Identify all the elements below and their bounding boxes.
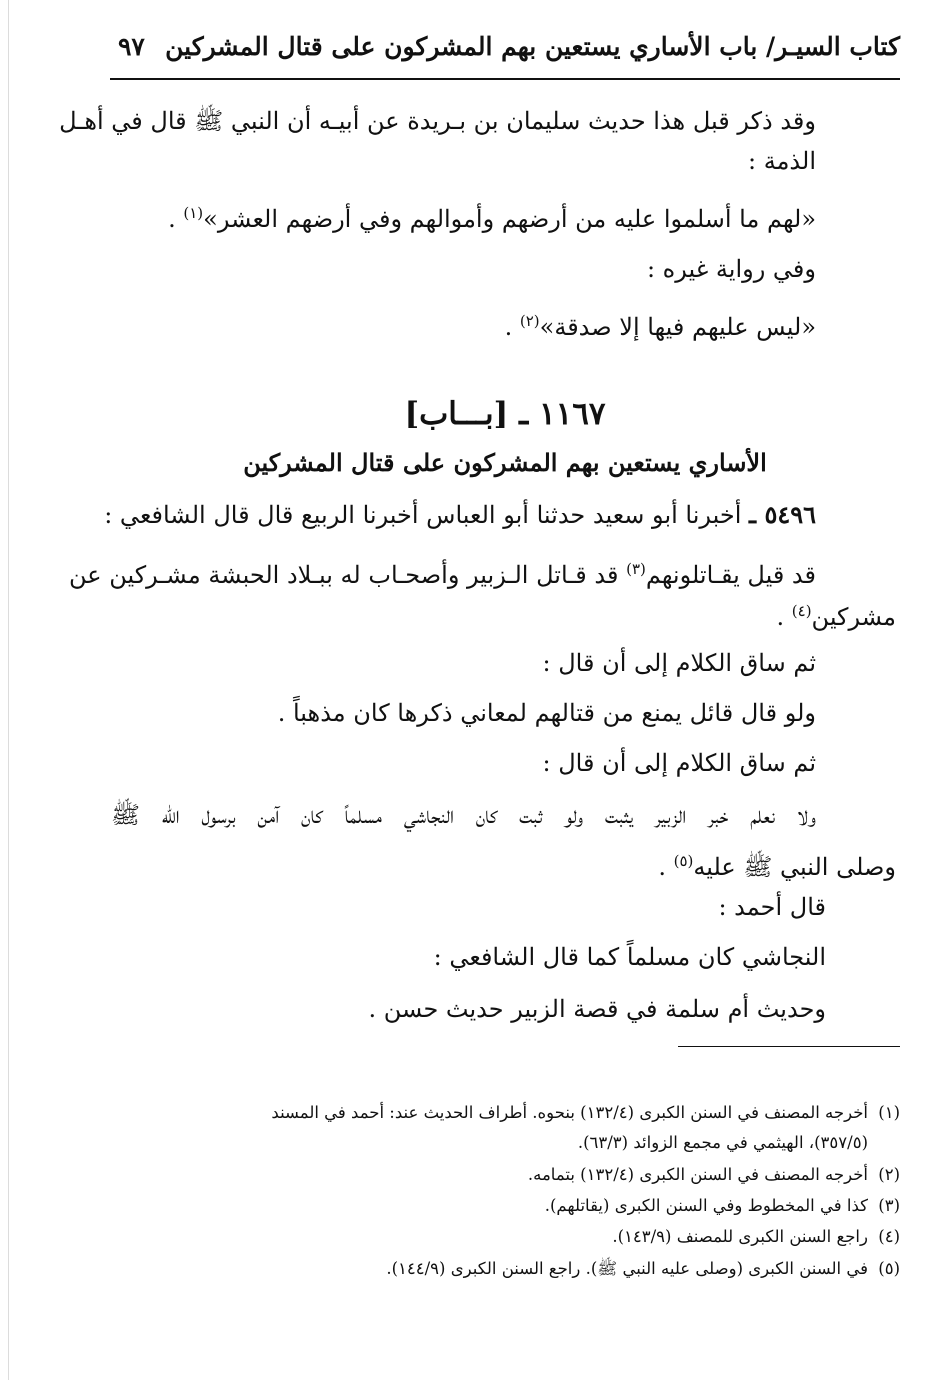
footnote-ref-2: (٢) xyxy=(519,312,540,330)
footnote-5-number: (٥) xyxy=(878,1259,900,1278)
footnote-rule xyxy=(678,1046,900,1047)
hadith-line-2-a: مشركين xyxy=(811,603,896,631)
page-header xyxy=(110,28,900,72)
hadith-line-7-b: . xyxy=(658,853,674,881)
footnote-1-line-1: أخرجه المصنف في السنن الكبرى (١٣٢/٤) بنحوه. أطراف الحديث عند: أحمد في المسند xyxy=(271,1103,868,1122)
hadith-line-1-a: قد قيل يقـاتلونهم xyxy=(645,561,816,589)
hadith-number: ٥٤٩٦ ـ xyxy=(749,500,816,529)
quote-1-end: . xyxy=(168,205,184,233)
hadith-line-8: قال أحمد : xyxy=(718,893,826,921)
paragraph-1-line-1: وقد ذكر قبل هذا حديث سليمان بن بـريدة عن أبيـه أن النبي ﷺ قال في أهـل xyxy=(59,107,816,135)
footnote-ref-1: (١) xyxy=(183,204,204,222)
running-title: كتاب السيـر/ باب الأساري يستعين بهم المشركون على قتال المشركين xyxy=(165,32,900,61)
hadith-line-1-b: قد قـاتل الـزبير وأصحـاب له ببـلاد الحبشة مشـركين عن xyxy=(69,561,627,589)
page-number: ٩٧ xyxy=(118,32,145,61)
quote-2 xyxy=(505,306,816,342)
hadith-line-2-b: . xyxy=(776,603,792,631)
hadith-isnad: أخبرنا أبو سعيد حدثنا أبو العباس أخبرنا الربيع قال قال الشافعي : xyxy=(104,501,742,529)
footnote-2 xyxy=(528,1164,900,1186)
footnote-5 xyxy=(386,1258,900,1280)
quote-2-text: «ليس عليهم فيها إلا صدقة» xyxy=(539,313,816,341)
footnote-ref-5: (٥) xyxy=(673,852,694,870)
chapter-heading: ١١٦٧ ـ [بـــاب] xyxy=(404,396,606,432)
footnote-5-text: في السنن الكبرى (وصلى عليه النبي ﷺ). راجع السنن الكبرى (١٤٤/٩). xyxy=(386,1259,868,1278)
hadith-line-3: ثم ساق الكلام إلى أن قال : xyxy=(542,649,816,677)
paragraph-2: وفي رواية غيره : xyxy=(646,255,816,283)
quote-2-end: . xyxy=(504,313,520,341)
footnote-2-text: أخرجه المصنف في السنن الكبرى (١٣٢/٤) بتمامه. xyxy=(527,1165,868,1184)
hadith-line-10: وحديث أم سلمة في قصة الزبير حديث حسن . xyxy=(368,995,826,1023)
hadith-line-7 xyxy=(658,846,896,882)
quote-1 xyxy=(168,198,816,234)
quote-1-text: «لهم ما أسلموا عليه من أرضهم وأموالهم وفي أرضهم العشر» xyxy=(203,205,816,233)
footnote-3-text: كذا في المخطوط وفي السنن الكبرى (يقاتلهم). xyxy=(544,1196,868,1215)
hadith-line-7-a: وصلى النبي ﷺ عليه xyxy=(693,853,896,881)
footnote-4-number: (٤) xyxy=(878,1227,900,1246)
paragraph-1-line-2: الذمة : xyxy=(747,147,816,175)
header-rule xyxy=(110,78,900,80)
hadith-line-6: ولا نعلم خبر الزبير يثبت ولو ثبت كان النجاشي مسلماً كان آمن برسول الله ﷺ xyxy=(111,801,816,829)
hadith-line-4: ولو قال قائل يمنع من قتالهم لمعاني ذكرها كان مذهباً . xyxy=(277,699,816,727)
footnote-1-number: (١) xyxy=(878,1103,900,1122)
scan-edge-line xyxy=(8,0,9,1380)
hadith-isnad-line xyxy=(104,500,816,530)
footnote-3 xyxy=(545,1195,900,1217)
footnote-ref-4: (٤) xyxy=(791,602,812,620)
footnote-ref-3: (٣) xyxy=(626,560,646,578)
hadith-line-2 xyxy=(777,596,897,632)
footnote-2-number: (٢) xyxy=(878,1165,900,1184)
chapter-subtitle: الأساري يستعين بهم المشركون على قتال المشركين xyxy=(243,448,767,477)
hadith-line-1 xyxy=(69,554,816,590)
footnote-4 xyxy=(612,1226,900,1248)
footnote-4-text: راجع السنن الكبرى للمصنف (١٤٣/٩). xyxy=(612,1227,868,1246)
footnote-1-line-2: (٣٥٧/٥)، الهيثمي في مجمع الزوائد (٦٣/٣). xyxy=(577,1133,868,1152)
hadith-line-9: النجاشي كان مسلماً كما قال الشافعي : xyxy=(433,943,826,971)
footnote-1 xyxy=(271,1102,900,1124)
footnote-3-number: (٣) xyxy=(878,1196,900,1215)
hadith-line-5: ثم ساق الكلام إلى أن قال : xyxy=(542,749,816,777)
